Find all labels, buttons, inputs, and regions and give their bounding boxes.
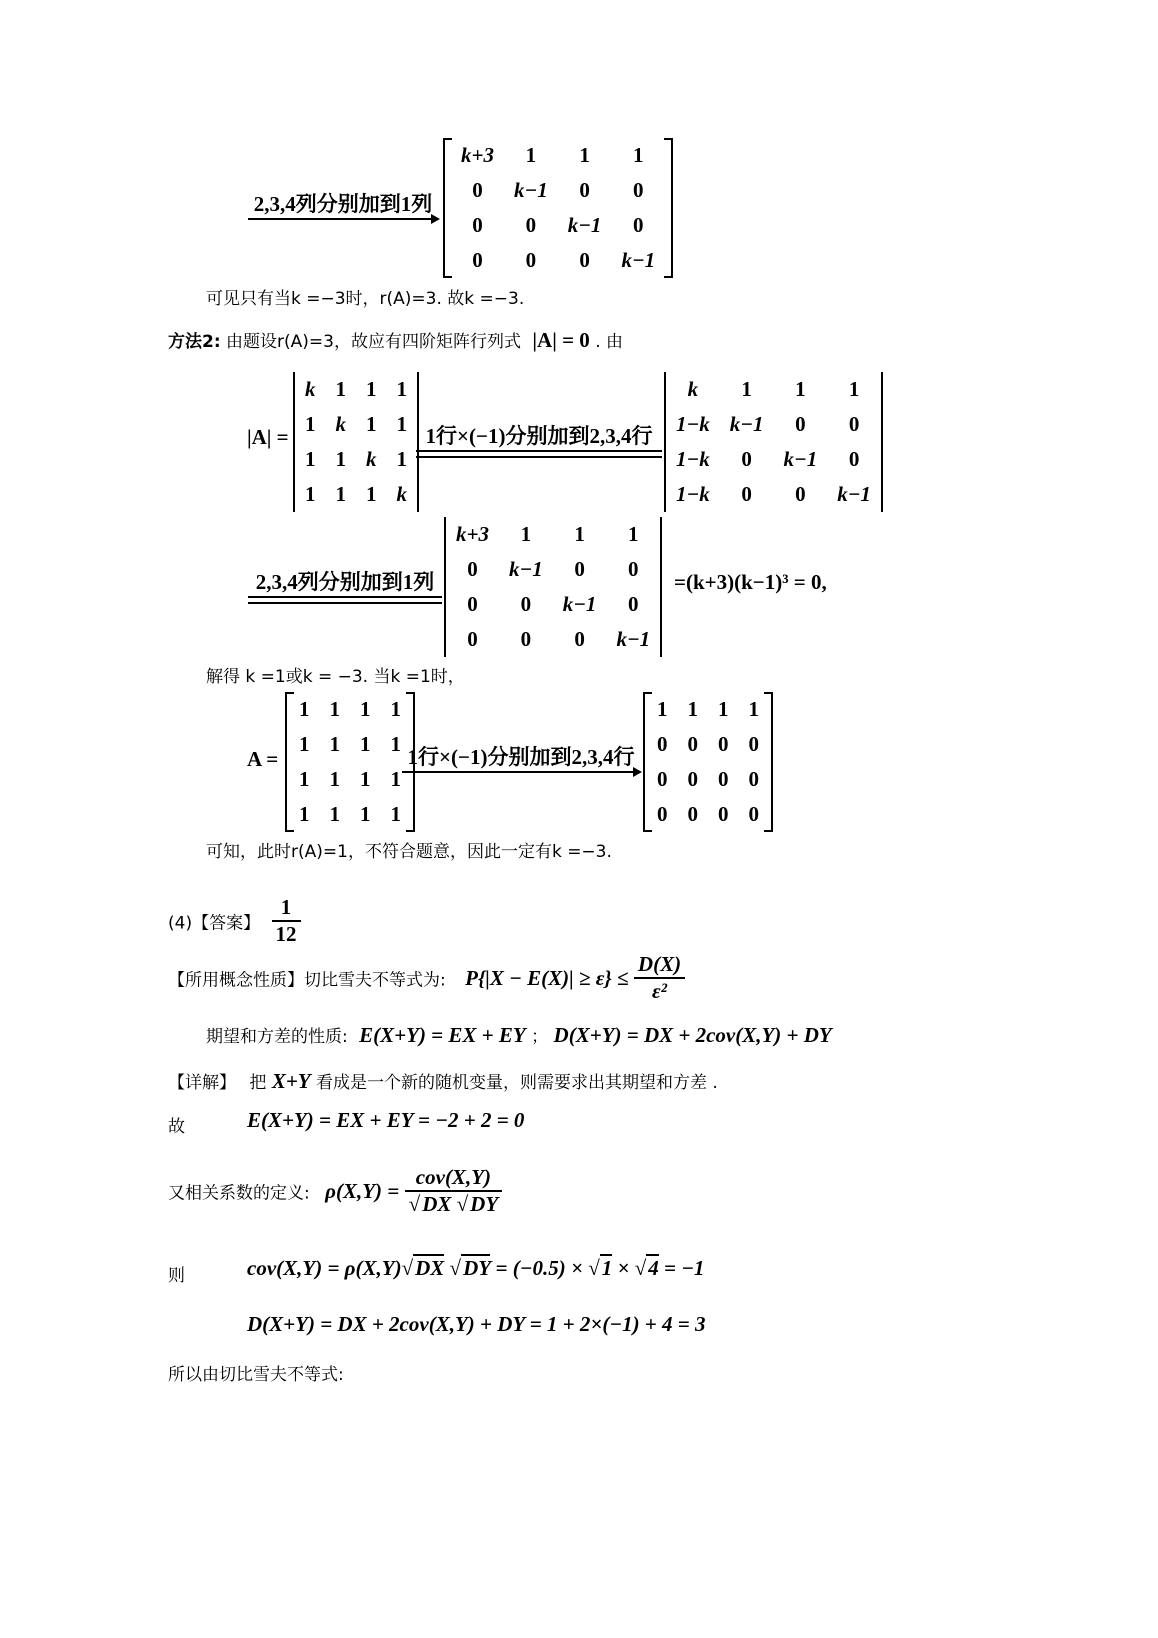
matrix-row	[451, 208, 665, 243]
matrix-row	[295, 372, 417, 407]
variance-formula: D(X+Y) = DX + 2cov(X,Y) + DY	[553, 1023, 832, 1047]
matrix-row	[295, 407, 417, 442]
matrix-cell: 0	[718, 767, 729, 791]
rho-fraction	[405, 1165, 503, 1217]
matrix-cell: 1	[848, 377, 860, 401]
matrix-cell: k	[366, 447, 377, 471]
matrix-cell: 1	[329, 767, 340, 791]
q4-answer	[168, 895, 301, 947]
detail-label: 【详解】	[168, 1073, 236, 1093]
col-op-label-2: 2,3,4列分别加到1列	[255, 570, 435, 594]
matrix-row	[451, 173, 665, 208]
conclusion-line-2: 可知，此时r(A)=1，不符合题意，因此一定有k =−3.	[206, 842, 612, 862]
variance-calc: D(X+Y) = DX + 2cov(X,Y) + DY = 1 + 2×(−1) + 4 = 3	[247, 1312, 706, 1336]
matrix-cell: 0	[467, 557, 478, 581]
matrix-cell: 1	[520, 522, 532, 546]
matrix-row	[647, 762, 769, 797]
matrix-cell: 1	[360, 697, 371, 721]
matrix-cell: 0	[748, 802, 759, 826]
solve-line: 解得 k =1或k = −3. 当k =1时，	[206, 667, 465, 687]
det-matrix-3	[444, 517, 662, 657]
col-op-arrow-1	[248, 192, 438, 220]
matrix-cell: 0	[525, 213, 537, 237]
rho-line	[168, 1165, 502, 1217]
detail-text2: 看成是一个新的随机变量，则需要求出其期望和方差 .	[316, 1073, 718, 1093]
matrix-row	[289, 727, 411, 762]
properties-label: 期望和方差的性质:	[206, 1027, 348, 1047]
matrix-cell: 1	[329, 697, 340, 721]
matrix-cell: k	[687, 377, 699, 401]
matrix-cell: 1	[299, 732, 310, 756]
matrix-cell: 0	[472, 248, 483, 272]
method2-tail: . 由	[595, 332, 624, 352]
matrix-row	[295, 442, 417, 477]
method2-text: 由题设r(A)=3，故应有四阶矩阵行列式	[226, 332, 521, 352]
matrix-cell: 0	[718, 802, 729, 826]
sqrt-1: 1	[601, 1256, 613, 1280]
matrix-cell: 1	[305, 412, 316, 436]
matrix-cell: k+3	[461, 143, 494, 167]
matrix-cell: 1	[360, 802, 371, 826]
matrix-row	[666, 442, 881, 477]
double-line	[416, 450, 662, 458]
sqrt-dx: DX	[422, 1192, 452, 1216]
matrix-cell: 0	[657, 732, 668, 756]
matrix-row	[451, 243, 665, 278]
matrix-row	[666, 372, 881, 407]
matrix-cell: 0	[687, 767, 698, 791]
matrix-cell: 1	[396, 412, 407, 436]
matrix-cell: k	[335, 412, 346, 436]
expectation-calc: E(X+Y) = EX + EY = −2 + 2 = 0	[247, 1108, 525, 1132]
matrix-cell: 0	[628, 557, 639, 581]
det-matrix-1	[293, 372, 419, 512]
arrow-line	[248, 218, 438, 220]
matrix-A-lhs: A =	[247, 747, 279, 771]
matrix-cell: k−1	[616, 627, 651, 651]
matrix-cell: k−1	[837, 482, 871, 506]
matrix-cell: k−1	[508, 557, 543, 581]
matrix-cell: 1	[795, 377, 806, 401]
matrix-cell: 0	[848, 447, 860, 471]
matrix-cell: 1	[741, 377, 752, 401]
matrix-cell: k−1	[621, 248, 656, 272]
matrix-cell: 1	[366, 482, 377, 506]
method2-line	[168, 327, 623, 353]
matrix-cell: 1	[305, 482, 316, 506]
arrow-line-A	[402, 771, 640, 773]
det-lhs: |A| =	[247, 425, 289, 449]
rho-lhs: ρ(X,Y) =	[325, 1178, 400, 1203]
matrix-cell: 1	[390, 767, 401, 791]
matrix-row	[289, 797, 411, 832]
sqrt-dy-2: DY	[463, 1256, 491, 1280]
matrix-cell: 1	[574, 522, 585, 546]
rho-label: 又相关系数的定义:	[168, 1183, 310, 1204]
matrix-cell: 1	[390, 697, 401, 721]
matrix-cell: 0	[520, 627, 532, 651]
matrix-cell: 1−k	[676, 412, 710, 436]
matrix-cell: 0	[472, 178, 483, 202]
answer-fraction	[272, 895, 301, 947]
matrix-cell: 1	[628, 522, 639, 546]
matrix-cell: 0	[848, 412, 860, 436]
bracket-matrix-1	[443, 138, 673, 278]
det-result: =(k+3)(k−1)³ = 0,	[674, 570, 827, 594]
rho-num: cov(X,Y)	[405, 1165, 503, 1192]
matrix-cell: k−1	[513, 178, 548, 202]
matrix-row	[451, 138, 665, 173]
matrix-cell: 0	[748, 767, 759, 791]
matrix-row	[647, 692, 769, 727]
matrix-cell: k	[396, 482, 407, 506]
detail-line	[168, 1068, 718, 1094]
col-op-label: 2,3,4列分别加到1列	[253, 192, 433, 216]
row-op-arrow-A	[402, 745, 640, 773]
matrix-cell: 1	[335, 377, 346, 401]
matrix-cell: 1	[299, 802, 310, 826]
matrix-A-reduced	[643, 692, 773, 832]
sqrt-dy: DY	[470, 1192, 499, 1216]
matrix-cell: 0	[579, 248, 590, 272]
matrix-cell: 0	[472, 213, 483, 237]
matrix-cell: 1	[657, 697, 668, 721]
matrix-cell: 1	[360, 732, 371, 756]
fraction-numerator: 1	[272, 895, 301, 922]
matrix-cell: 1	[335, 482, 346, 506]
matrix-cell: 1	[718, 697, 729, 721]
row-op-label: 1行×(−1)分别加到2,3,4行	[425, 424, 653, 448]
matrix-cell: 0	[718, 732, 729, 756]
col-op-arrow-2	[248, 570, 442, 604]
conclusion-line-1: 可见只有当k =−3时，r(A)=3. 故k =−3.	[206, 289, 525, 309]
matrix-cell: 1	[579, 143, 590, 167]
matrix-cell: 0	[657, 802, 668, 826]
concept-line	[168, 952, 685, 1004]
matrix-cell: 1	[748, 697, 759, 721]
matrix-cell: 0	[467, 627, 478, 651]
det-matrix-2	[664, 372, 883, 512]
matrix-cell: 1	[366, 377, 377, 401]
matrix-cell: 0	[687, 732, 698, 756]
matrix-cell: 0	[467, 592, 478, 616]
matrix-cell: 0	[687, 802, 698, 826]
sqrt-4: 4	[648, 1256, 659, 1280]
matrix-cell: 0	[748, 732, 759, 756]
x-plus-y: X+Y	[271, 1069, 311, 1093]
rho-den: √DX √DY	[408, 1192, 499, 1216]
matrix-cell: 1	[396, 447, 407, 471]
method2-label: 方法2:	[168, 332, 221, 352]
matrix-cell: 1	[396, 377, 407, 401]
matrix-row	[666, 407, 881, 442]
chebyshev-den: ε²	[652, 979, 667, 1003]
matrix-cell: 1	[299, 697, 310, 721]
matrix-cell: 0	[574, 627, 585, 651]
matrix-cell: 1	[687, 697, 698, 721]
matrix-row	[289, 692, 411, 727]
matrix-cell: 0	[628, 592, 639, 616]
matrix-cell: 1	[366, 412, 377, 436]
matrix-cell: k+3	[456, 522, 489, 546]
fraction-denominator: 12	[275, 922, 297, 946]
times-sign: ×	[617, 1256, 630, 1280]
double-line-2	[248, 596, 442, 604]
chebyshev-num: D(X)	[634, 952, 685, 979]
matrix-cell: 0	[579, 178, 590, 202]
matrix-cell: 0	[633, 213, 644, 237]
matrix-cell: 0	[657, 767, 668, 791]
matrix-cell: 0	[525, 248, 537, 272]
matrix-cell: 1	[360, 767, 371, 791]
matrix-cell: 1−k	[676, 482, 710, 506]
matrix-row	[647, 797, 769, 832]
matrix-cell: 1	[329, 802, 340, 826]
matrix-cell: 1	[390, 802, 401, 826]
matrix-cell: 1	[305, 447, 316, 471]
matrix-cell: 1	[633, 143, 644, 167]
gu-label: 故	[168, 1117, 185, 1137]
cov-result: = −1	[663, 1256, 705, 1280]
matrix-cell: 1	[329, 732, 340, 756]
row-op-label-A: 1行×(−1)分别加到2,3,4行	[407, 745, 635, 769]
matrix-row	[647, 727, 769, 762]
matrix-row	[289, 762, 411, 797]
matrix-row	[446, 552, 660, 587]
det-zero-expr: |A| = 0	[532, 328, 590, 352]
detail-text1: 把	[249, 1073, 267, 1093]
matrix-cell: k−1	[567, 213, 602, 237]
matrix-row	[666, 477, 881, 512]
last-line: 所以由切比雪夫不等式:	[168, 1365, 344, 1385]
matrix-cell: 0	[795, 482, 806, 506]
matrix-row	[446, 517, 660, 552]
matrix-cell: 0	[520, 592, 532, 616]
row-op-arrow-1	[416, 424, 662, 458]
chebyshev-lhs: P{|X − E(X)| ≥ ε} ≤	[465, 965, 629, 990]
matrix-row	[446, 587, 660, 622]
matrix-cell: k−1	[783, 447, 818, 471]
cov-lhs: cov(X,Y) = ρ(X,Y)	[247, 1256, 402, 1280]
matrix-cell: k−1	[562, 592, 597, 616]
sqrt-dx-2: DX	[415, 1256, 445, 1280]
matrix-row	[446, 622, 660, 657]
properties-line	[206, 1022, 832, 1048]
matrix-cell: 0	[574, 557, 585, 581]
matrix-row	[295, 477, 417, 512]
matrix-cell: 1	[390, 732, 401, 756]
matrix-cell: 0	[741, 447, 752, 471]
matrix-cell: 0	[633, 178, 644, 202]
matrix-cell: 0	[795, 412, 806, 436]
q4-label: (4)【答案】	[168, 913, 261, 934]
matrix-cell: 0	[741, 482, 752, 506]
matrix-cell: 1	[525, 143, 537, 167]
concept-label: 【所用概念性质】切比雪夫不等式为:	[168, 970, 446, 991]
matrix-cell: k	[305, 377, 316, 401]
chebyshev-fraction	[634, 952, 685, 1004]
matrix-cell: 1	[335, 447, 346, 471]
cov-mid: = (−0.5) ×	[495, 1256, 583, 1280]
ze-label: 则	[168, 1266, 185, 1286]
matrix-A	[285, 692, 415, 832]
properties-sep: ；	[531, 1027, 549, 1047]
cov-calc: cov(X,Y) = ρ(X,Y)√DX √DY = (−0.5) × √1 × √4 = −1	[247, 1256, 705, 1280]
matrix-cell: k−1	[729, 412, 764, 436]
matrix-cell: 1−k	[676, 447, 710, 471]
expectation-formula: E(X+Y) = EX + EY	[359, 1023, 526, 1047]
matrix-cell: 1	[299, 767, 310, 791]
